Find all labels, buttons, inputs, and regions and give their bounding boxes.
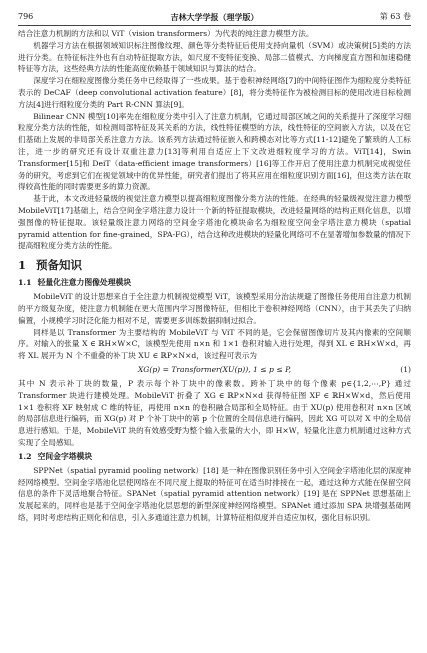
section-number: 1 [18,258,27,273]
equation-text: XG(p) = Transformer(XU(p)), 1 ≤ p ≤ P, [137,364,292,374]
article-body [18,28,411,647]
equation-number: (1) [400,364,411,374]
paragraph: MobileViT 的设计思想来自于全注意力机制视觉模型 ViT，该模型采用分治法规避了图像任务使用自注意力机制的平方级复杂度，使注意力机制能在更大范围内学习图像特征，但相比于卷积神经网络（CNN），由于其丢失了归纳偏置，小规模学习时泛化能力相对不足，需要更多训练数据抑制过拟合。 [18,292,411,325]
journal-title: 吉林大学学报（理学版） [170,12,259,22]
subsection-number: 1.1 [18,278,32,288]
subsection-title: 空间金字塔模块 [37,451,93,461]
paragraph: 机器学习方法在根据领域知识标注图像纹理、颜色等分类特征后使用支持向量机（SVM）或决策树[5]类的方法进行分类。在特征标注外也有自动特征提取方法，如尺度不变特征变换、局部二值模式、方向梯度直方图和加速稳健特征等方法，这些经典方法的性能高度依赖基于领域知识与算法的结合。 [18,40,411,74]
header-rule [18,25,411,26]
page-number: 796 [18,12,34,21]
section-title: 预备知识 [36,258,83,273]
subsection-title: 轻量化注意力图像处理模块 [37,278,132,288]
running-header [18,10,411,24]
equation [18,363,411,377]
paragraph: 其中 N 表示补丁块的数量，P 表示每个补丁块中的像素数。跨补丁块中的每个像素 p∈{1,2,⋯,P} 通过 Transformer 块进行建模处理。MobileViT 折叠了 XG ∈ ℝP×N×d 获得特征图 XF ∈ ℝH×W×d，然后使用 1×1 卷积将 XF 映射成 C 维的特征，再使用 n×n 的卷积融合局部和全局特征。由于 XU(p) 使用卷积对 n×n 区域的局部信息进行编码，而 XG(p) 对 P 个补丁块中的第 p 个位置的全局信息进行编码，因此 XG 可以对 X 中的全局信息进行感知。于是，MobileViT 块的有效感受野为整个输入张量的大小，即 H×W，轻量化注意力机制通过这种方式实现了全局感知。 [18,378,411,447]
paragraph: Bilinear CNN 模型[10]率先在细粒度分类中引入了注意力机制，它通过局部区域之间的关系提升了深度学习细粒度分类方法的性能，如检测局部特征及其关系的方法，线性特征模型的方法，线性特征的空间嵌入方法，以及在它们基础上发展的非局部关系注意力方法。该系列方法通过特征嵌入和跨模态对比等方式[11-12]避免了繁琐的人工标注，进一步的研究还有设计双重注意力[13]等利用自适应上下文改进细粒度学习的方法。ViT[14]，Swin Transformer[15]和 DeiT（data-efficient image transformers）[16]等工作开启了使用注意力机制完成视觉任务的研究，考虑到它们在视觉领域中的优异性能，研究者们提出了将其应用在细粒度识别方面[16]，但这类方法在取得较高性能的同时需要更多的算力资源。 [18,111,411,192]
paragraph: 结合注意力机制的方法和以 ViT（vision transformers）为代表的纯注意力模型方法。 [18,29,314,38]
paragraph: 同样是以 Transformer 为主要结构的 MobileViT 与 ViT 不同的是，它会保留图像切片及其内像素的空间顺序。对输入的张量 X ∈ ℝH×W×C，该模型先使用 n×n 和 1×1 卷积对输入进行处理，得到 XL ∈ ℝH×W×d，再将 XL 展开为 N 个不重叠的补丁块 XU ∈ ℝP×N×d，该过程可表示为 [18,327,411,361]
section-heading [18,257,411,273]
paragraph: 基于此，本文改进轻量级的视觉注意力模型以提高细粒度图像分类方法的性能。在经典的轻量级视觉注意力模型 MobileViT[17]基础上，结合空间金字塔注意力设计一个新的特征提取模块，改进轻量网络的结构正则化信息，以增强图像的特征提取。该轻量级注意力网络的空间金字塔池化模块命名为细粒度空间金字塔注意力模块（spatial pyramid attention for fine-grained，SPA-FG），结合这种改进模块的轻量化网络可不在显著增加参数量的情况下提高细粒度分类方法的性能。 [18,194,411,251]
paragraph: 深度学习在细粒度图像分类任务中已经取得了一些成果。基于卷积神经网络[7]的中间特征图作为细粒度分类特征表示的 DeCAF（deep convolutional activation feature）[8]，将分类特征作为被检测目标的使用改进目标检测方法[4]进行细粒度分类的 Part R-CNN 算法[9]。 [18,76,411,109]
subsection-number: 1.2 [18,451,32,461]
subsection-heading [18,451,411,463]
paragraph: SPPNet（spatial pyramid pooling network）[18] 是一种在图像识别任务中引入空间金字塔池化层的深度神经网络模型。空间金字塔池化层使网络在不同尺度上提取的特征可在适当时排接在一起，通过这种方式能在保留空间信息的条件下灵活地聚合特征。SPANet（spatial pyramid attention network）[19] 是在 SPPNet 思想基础上发展起来的，同样也是基于空间金字塔池化层思想的新型深度神经网络模型。SPANet 通过添加 SPA 块增强基础网络，同时考虑结构正则化和信息，引入多通道注意力机制，计算特征相似度并自适应加权，强化目标识别。 [18,465,411,522]
volume-label: 第 63 卷 [379,12,411,21]
subsection-heading [18,277,411,289]
